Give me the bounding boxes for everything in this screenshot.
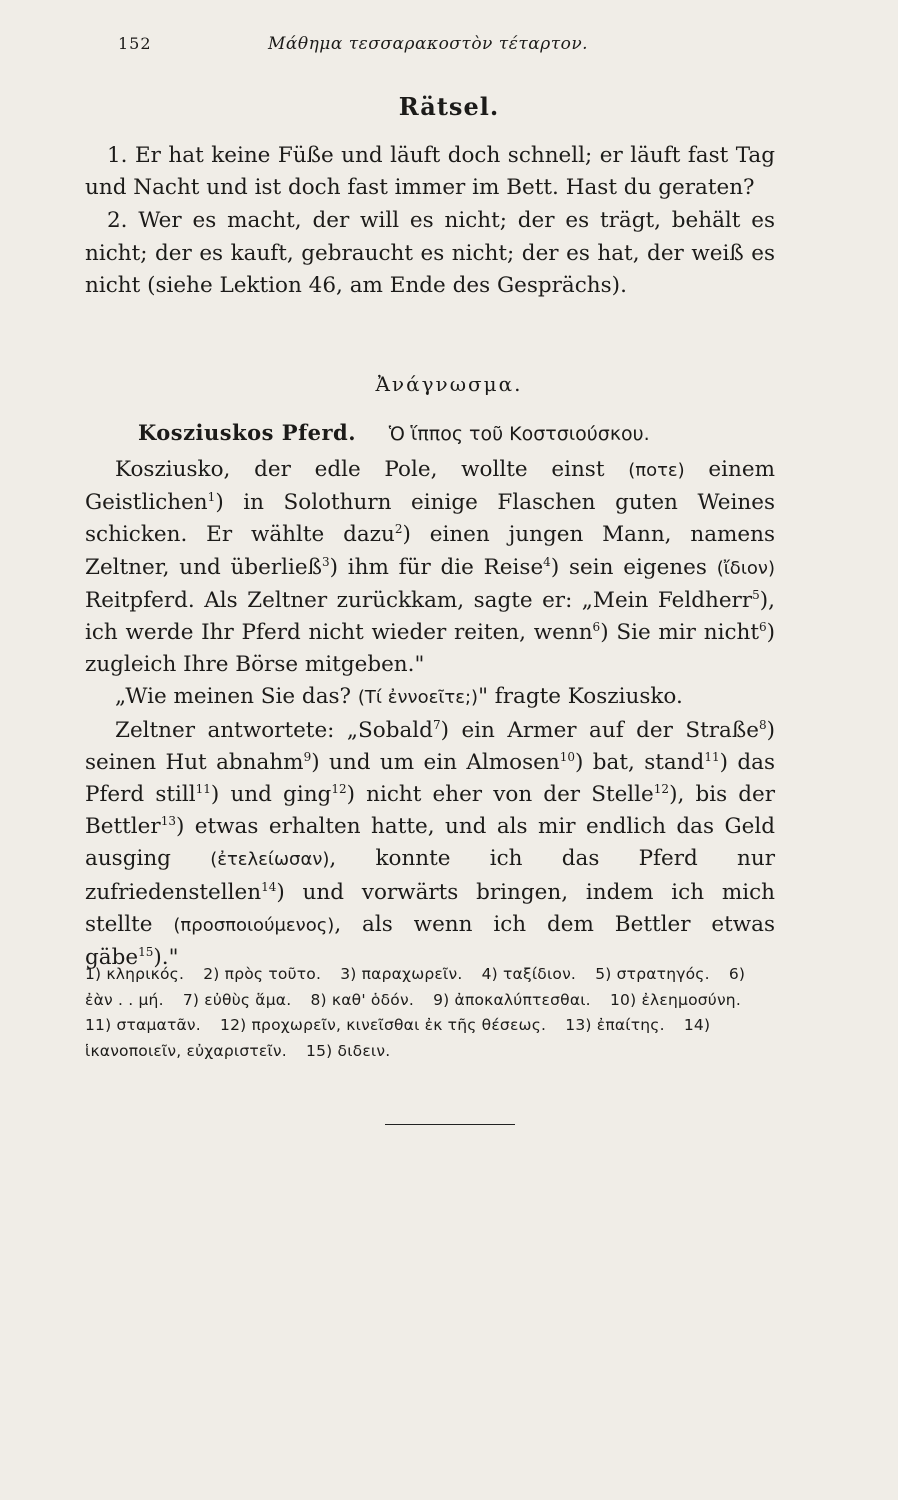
story-text-run: ) seinen Hut abnahm	[85, 717, 775, 775]
riddle-1: 1. Er hat keine Füße und läuft doch schnell; er läuft fast Tag und Nacht und ist doch fast immer im Bett. Hast du geraten?	[85, 143, 775, 201]
footnote-ref: 10	[559, 749, 575, 764]
footnote-ref: 4	[543, 554, 551, 569]
story-text-run: ) ein Armer auf der Straße	[440, 717, 759, 743]
story-text-run: , als wenn ich dem Bettler etwas gäbe	[85, 911, 775, 971]
page-header	[118, 34, 678, 58]
footnote-ref: 11	[704, 749, 720, 764]
story-text-run: ) und vorwärts bringen, indem ich mich stellte	[85, 879, 775, 937]
footnote-item: 5) στρατηγός.	[595, 965, 710, 983]
footnote-ref: 3	[321, 554, 330, 569]
riddle-2: 2. Wer es macht, der will es nicht; der es trägt, behält es nicht; der es kauft, gebraucht es nicht; der es hat, der weiß es nicht (siehe Lektion 46, am Ende des Gesprächs).	[85, 208, 775, 298]
story-text	[85, 454, 775, 974]
footnote-item: 9) ἀποκαλύπτεσθαι.	[433, 990, 591, 1009]
page-number: 152	[118, 34, 152, 53]
running-title: Μάθημα τεσσαρακοστὸν τέταρτον.	[268, 34, 589, 54]
story-text-run: Reitpferd. Als Zeltner zurückkam, sagte er: „Mein Feldherr	[85, 587, 753, 613]
footnote-ref: 9	[303, 749, 312, 764]
story-text-run: " fragte Kosziusko.	[478, 684, 683, 710]
story-paragraph	[85, 681, 775, 714]
footnotes	[85, 962, 775, 1064]
story-title-german: Kosziuskos Pferd.	[138, 420, 357, 445]
story-text-run: ) ihm für die Reise	[329, 554, 544, 580]
footnote-item: 12) προχωρεῖν, κινεῖσθαι ἐκ τῆς θέσεως.	[220, 1016, 547, 1034]
end-rule	[385, 1124, 515, 1125]
story-text-run: ) bat, stand	[574, 749, 705, 775]
footnote-ref: 14	[261, 879, 277, 894]
footnote-item: 7) εὐθὺς ἅμα.	[182, 990, 292, 1009]
greek-gloss: (ἴδιον)	[716, 557, 775, 579]
story-text-run: ), ich werde Ihr Pferd nicht wieder reiten, wenn	[85, 587, 775, 646]
story-text-run: , konnte ich das Pferd nur zufriedenstellen	[85, 846, 775, 905]
story-text-run: ) und um ein Almosen	[311, 749, 560, 775]
footnote-ref: 12	[653, 782, 670, 797]
reading-title: Ἀνάγνωσμα.	[375, 372, 523, 396]
story-text-run: ) das Pferd still	[85, 749, 776, 808]
footnote-item: 8) καθ' ὁδόν.	[310, 990, 414, 1009]
footnote-ref: 12	[331, 782, 347, 797]
footnote-ref: 11	[195, 782, 211, 797]
story-paragraph	[85, 454, 775, 681]
footnote-ref: 13	[160, 814, 176, 829]
story-text-run: Zeltner antwortete: „Sobald	[115, 717, 433, 743]
footnote-item: 6) ἐὰν . . μή.	[85, 965, 746, 1009]
footnote-item: 1) κληρικός.	[85, 965, 185, 983]
story-paragraph	[85, 715, 775, 975]
greek-gloss: (προσποιούμενος)	[173, 914, 335, 936]
footnote-item: 15) διδειν.	[306, 1041, 391, 1060]
footnote-ref: 15	[138, 945, 154, 960]
story-text-run: ) und ging	[210, 782, 332, 808]
riddles-section	[85, 140, 775, 303]
story-text-run: ) einen jungen Mann, namens Zeltner, und überließ	[85, 522, 776, 580]
footnote-ref: 5	[752, 587, 760, 602]
greek-gloss: (ποτε)	[628, 460, 685, 481]
story-text-run: ) etwas erhalten hatte, und als mir endlich das Geld ausging	[85, 814, 775, 872]
story-text-run: )."	[153, 945, 179, 971]
story-title-greek: Ὁ ἵππος τοῦ Κοστσιούσκου.	[388, 423, 650, 445]
story-text-run: ) in Solothurn einige Flaschen guten Weines schicken. Er wählte dazu	[85, 490, 775, 548]
story-text-run: „Wie meinen Sie das?	[115, 684, 358, 710]
footnote-item: 4) ταξίδιον.	[481, 965, 577, 983]
footnote-item: 14) ἱκανοποιεῖν, εὐχαριστεῖν.	[85, 1016, 711, 1060]
footnote-item: 10) ἐλεημοσύνη.	[609, 990, 741, 1009]
footnote-item: 3) παραχωρεῖν.	[340, 965, 463, 983]
greek-gloss: (Τί ἐννοεῖτε;)	[357, 687, 479, 709]
footnote-item: 2) πρὸς τοῦτο.	[203, 965, 322, 983]
footnote-ref: 6	[592, 620, 601, 635]
riddles-title: Rätsel.	[398, 92, 500, 121]
story-text-run: ), bis der Bettler	[85, 782, 776, 840]
footnote-item: 11) σταματᾶν.	[85, 1016, 201, 1034]
story-text-run: einem Geistlichen	[85, 457, 775, 516]
story-text-run: ) zugleich Ihre Börse mitgeben."	[85, 620, 776, 678]
footnote-ref: 6	[758, 620, 767, 635]
footnote-ref: 7	[432, 717, 441, 732]
footnote-ref: 1	[207, 490, 216, 505]
footnote-item: 13) ἐπαίτης.	[565, 1016, 665, 1034]
footnote-ref: 2	[394, 522, 403, 537]
story-text-run: ) nicht eher von der Stelle	[346, 782, 654, 808]
footnote-ref: 8	[758, 717, 767, 732]
story-heading	[138, 420, 650, 445]
story-text-run: Kosziusko, der edle Pole, wollte einst	[115, 457, 629, 482]
greek-gloss: (ἐτελείωσαν)	[210, 849, 330, 871]
story-text-run: ) Sie mir nicht	[600, 620, 759, 646]
story-text-run: ) sein eigenes	[550, 554, 717, 580]
